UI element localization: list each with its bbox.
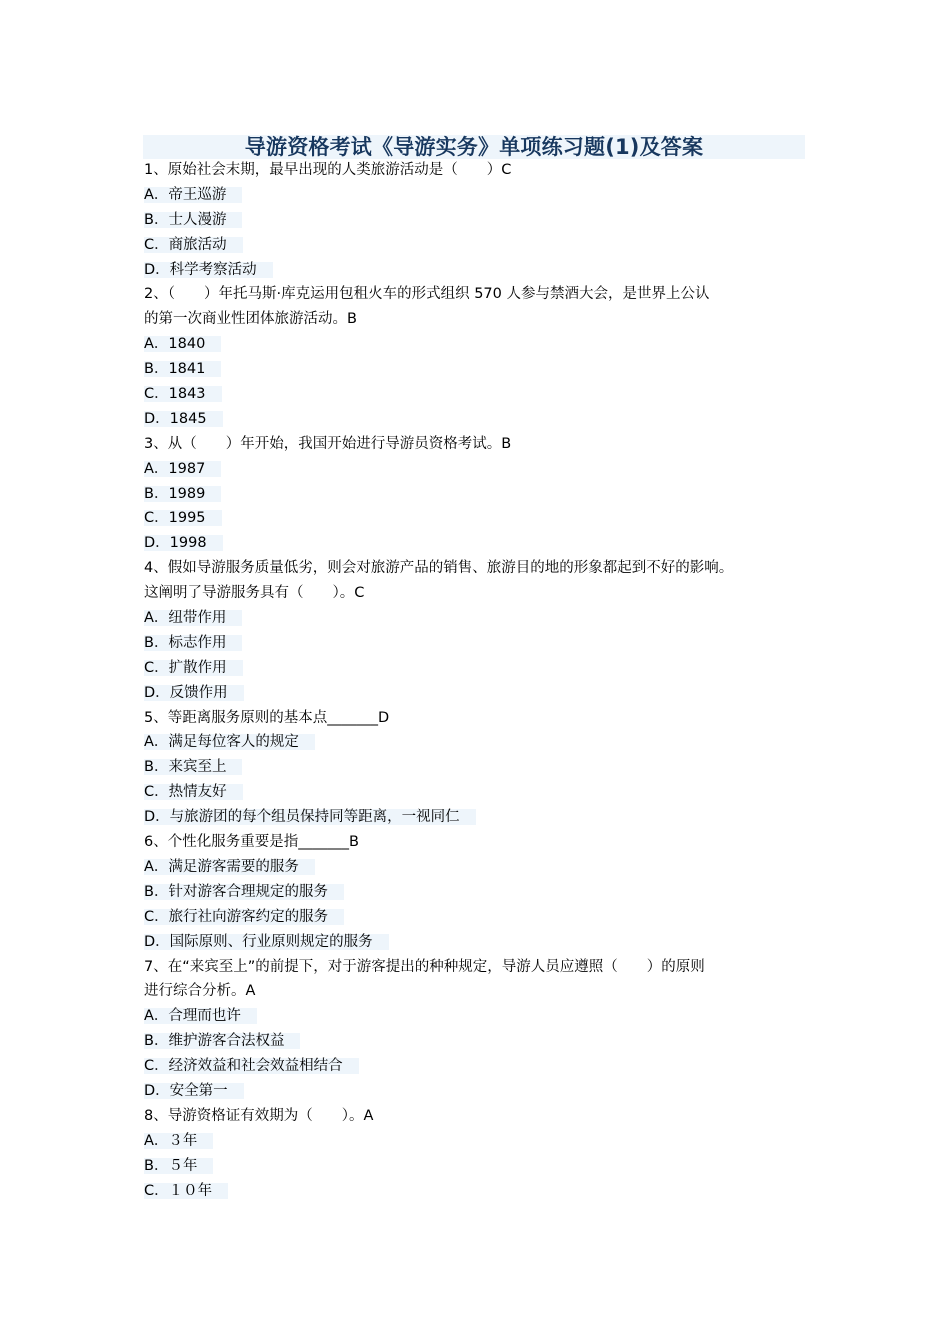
question-text: 4、假如导游服务质量低劣，则会对旅游产品的销售、旅游目的地的形象都起到不好的影响。	[144, 560, 734, 577]
option-text: A．合理而也许	[144, 1008, 257, 1024]
option-text: B．标志作用	[144, 635, 242, 651]
question-text: 6、个性化服务重要是指_______B	[144, 834, 359, 851]
question-line	[144, 158, 824, 183]
option-text: B．士人漫游	[144, 212, 242, 228]
option-line	[144, 482, 824, 507]
option-text: A．帝王巡游	[144, 187, 242, 203]
question-line	[144, 282, 824, 307]
option-text: A．满足每位客人的规定	[144, 734, 315, 750]
option-text: A．纽带作用	[144, 610, 242, 626]
option-line	[144, 233, 824, 258]
option-line	[144, 407, 824, 432]
question-line	[144, 979, 824, 1004]
option-line	[144, 1079, 824, 1104]
option-text: D．国际原则、行业原则规定的服务	[144, 934, 389, 950]
option-text: D．科学考察活动	[144, 262, 273, 278]
question-line	[144, 955, 824, 980]
question-text: 7、在“来宾至上”的前提下，对于游客提出的种种规定，导游人员应遵照（ ）的原则	[144, 958, 705, 975]
question-text: 2、（ ）年托马斯·库克运用包租火车的形式组织 570 人参与禁酒大会，是世界上公认	[144, 286, 710, 303]
question-line	[144, 581, 824, 606]
option-line	[144, 1029, 824, 1054]
option-line	[144, 332, 824, 357]
option-line	[144, 457, 824, 482]
option-text: A．３年	[144, 1133, 213, 1149]
option-line	[144, 1004, 824, 1029]
option-line	[144, 780, 824, 805]
option-line	[144, 905, 824, 930]
option-line	[144, 730, 824, 755]
question-text: 1、原始社会末期，最早出现的人类旅游活动是（ ）C	[144, 162, 512, 178]
option-text: B．维护游客合法权益	[144, 1033, 300, 1049]
option-text: A．1987	[144, 461, 221, 477]
option-line	[144, 1054, 824, 1079]
option-text: D．与旅游团的每个组员保持同等距离，一视同仁	[144, 809, 476, 825]
option-line	[144, 1179, 824, 1204]
option-text: B．来宾至上	[144, 759, 242, 775]
document-title: 导游资格考试《导游实务》单项练习题(1)及答案	[244, 135, 704, 159]
title-highlight	[143, 135, 805, 159]
option-line	[144, 681, 824, 706]
option-text: D．1998	[144, 535, 223, 551]
option-line	[144, 855, 824, 880]
option-text: C．商旅活动	[144, 237, 243, 253]
question-line	[144, 706, 824, 731]
option-line	[144, 656, 824, 681]
question-text: 进行综合分析。A	[144, 983, 256, 1000]
option-text: A．1840	[144, 336, 221, 352]
question-text: 3、从（ ）年开始，我国开始进行导游员资格考试。B	[144, 435, 512, 452]
question-line	[144, 556, 824, 581]
option-text: D．1845	[144, 411, 223, 427]
question-line	[144, 432, 824, 457]
option-text: A．满足游客需要的服务	[144, 859, 315, 875]
question-line	[144, 1104, 824, 1129]
option-text: B．５年	[144, 1158, 213, 1174]
question-text: 8、导游资格证有效期为（ ）。A	[144, 1107, 374, 1124]
option-line	[144, 531, 824, 556]
option-text: C．１０年	[144, 1183, 228, 1199]
option-line	[144, 1129, 824, 1154]
option-line	[144, 183, 824, 208]
option-line	[144, 382, 824, 407]
option-line	[144, 506, 824, 531]
option-text: C．旅行社向游客约定的服务	[144, 909, 344, 925]
option-line	[144, 880, 824, 905]
question-line	[144, 830, 824, 855]
option-text: B．1989	[144, 486, 221, 502]
option-line	[144, 357, 824, 382]
option-line	[144, 755, 824, 780]
question-text: 的第一次商业性团体旅游活动。B	[144, 311, 357, 328]
option-line	[144, 606, 824, 631]
option-line	[144, 1154, 824, 1179]
question-list	[144, 158, 824, 1203]
option-text: D．反馈作用	[144, 685, 244, 701]
option-text: C．热情友好	[144, 784, 243, 800]
option-text: C．经济效益和社会效益相结合	[144, 1058, 359, 1074]
question-text: 这阐明了导游服务具有（ ）。C	[144, 585, 365, 602]
option-text: C．1995	[144, 510, 222, 526]
option-line	[144, 930, 824, 955]
question-text: 5、等距离服务原则的基本点_______D	[144, 709, 390, 726]
option-text: B．针对游客合理规定的服务	[144, 884, 344, 900]
option-line	[144, 631, 824, 656]
option-text: C．1843	[144, 386, 222, 402]
option-text: D．安全第一	[144, 1083, 244, 1099]
option-line	[144, 208, 824, 233]
option-text: C．扩散作用	[144, 660, 243, 676]
question-line	[144, 307, 824, 332]
option-line	[144, 805, 824, 830]
option-text: B．1841	[144, 361, 221, 377]
option-line	[144, 258, 824, 283]
